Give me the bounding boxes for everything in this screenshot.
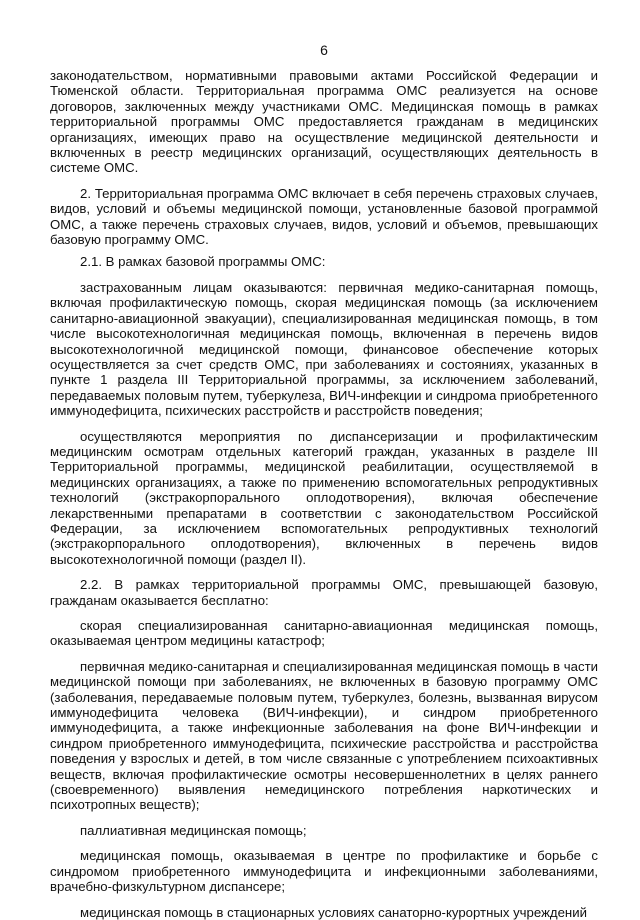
paragraph-primary-specialized: первичная медико-санитарная и специализированная медицинская помощь в части медицинской помощи при заболеваниях, не включенных в базовую программу ОМС (заболевания, передаваемые половым путем, туберкулез, болезнь, вызванная вирусом иммунодефицита человека (ВИЧ-инфекции), и синдром приобретенного иммунодефицита, а также инфекционные заболевания на фоне ВИЧ-инфекции и синдром приобретенного иммунодефицита, психические расстройства и расстройства поведения у взрослых и детей, в том числе связанные с употреблением психоактивных веществ, включая профилактические осмотры несовершеннолетних в целях раннего (своевременного) выявления немедицинского потребления наркотических и психотропных веществ); <box>50 658 598 813</box>
paragraph-item-2-2: 2.2. В рамках территориальной программы ОМС, превышающей базовую, гражданам оказывается бесплатно: <box>50 577 598 608</box>
paragraph-aids-center: медицинская помощь, оказываемая в центре по профилактике и борьбе с синдромом приобретенного иммунодефицита и инфекционными заболеваниями, врачебно-физкультурном диспансере; <box>50 848 598 895</box>
page-number: 6 <box>320 42 328 58</box>
document-body <box>50 68 598 920</box>
paragraph-screening: осуществляются мероприятия по диспансеризации и профилактическим медицинским осмотрам отдельных категорий граждан, указанных в разделе III Территориальной программы, медицинской реабилитации, осуществляемой в медицинских организациях, а также по применению вспомогательных репродуктивных технологий (экстракорпорального оплодотворения), включая обеспечение лекарственными препаратами в соответствии с законодательством Российской Федерации, за исключением вспомогательных репродуктивных технологий (экстракорпорального оплодотворения), включенных в перечень видов высокотехнологичной помощи (раздел II). <box>50 428 598 567</box>
paragraph-insured-services: застрахованным лицам оказываются: первичная медико-санитарная помощь, включая профилактическую помощь, скорая медицинская помощь (за исключением санитарно-авиационной эвакуации), специализированная медицинская помощь, в том числе высокотехнологичная медицинская помощь, включенная в перечень видов высокотехнологичной медицинской помощи, финансовое обеспечение которых осуществляется за счет средств ОМС, при заболеваниях и состояниях, указанных в пункте 1 раздела III Территориальной программы, за исключением заболеваний, передаваемых половым путем, туберкулеза, ВИЧ-инфекции и синдрома приобретенного иммунодефицита, психических расстройств и расстройств поведения; <box>50 279 598 419</box>
paragraph-air-ambulance: скорая специализированная санитарно-авиационная медицинская помощь, оказываемая центром медицины катастроф; <box>50 618 598 649</box>
paragraph-item-2-1: 2.1. В рамках базовой программы ОМС: <box>80 254 326 270</box>
paragraph-sanatorium: медицинская помощь в стационарных условиях санаторно-курортных учреждений <box>80 904 587 920</box>
paragraph-palliative: паллиативная медицинская помощь; <box>80 822 307 838</box>
paragraph-item-2: 2. Территориальная программа ОМС включает в себя перечень страховых случаев, видов, условий и объемы медицинской помощи, установленные базовой программой ОМС, а также перечень страховых случаев, видов, условий и объемов, превышающих базовую программу ОМС. <box>50 185 598 248</box>
paragraph-continuation: законодательством, нормативными правовыми актами Российской Федерации и Тюменской области. Территориальная программа ОМС реализуется на основе договоров, заключенных между участниками ОМС. Медицинская помощь в рамках территориальной программы ОМС предоставляется гражданам в медицинских организациях, имеющих право на осуществление медицинской деятельности и включенных в реестр медицинских организаций, осуществляющих деятельность в системе ОМС. <box>50 68 598 176</box>
